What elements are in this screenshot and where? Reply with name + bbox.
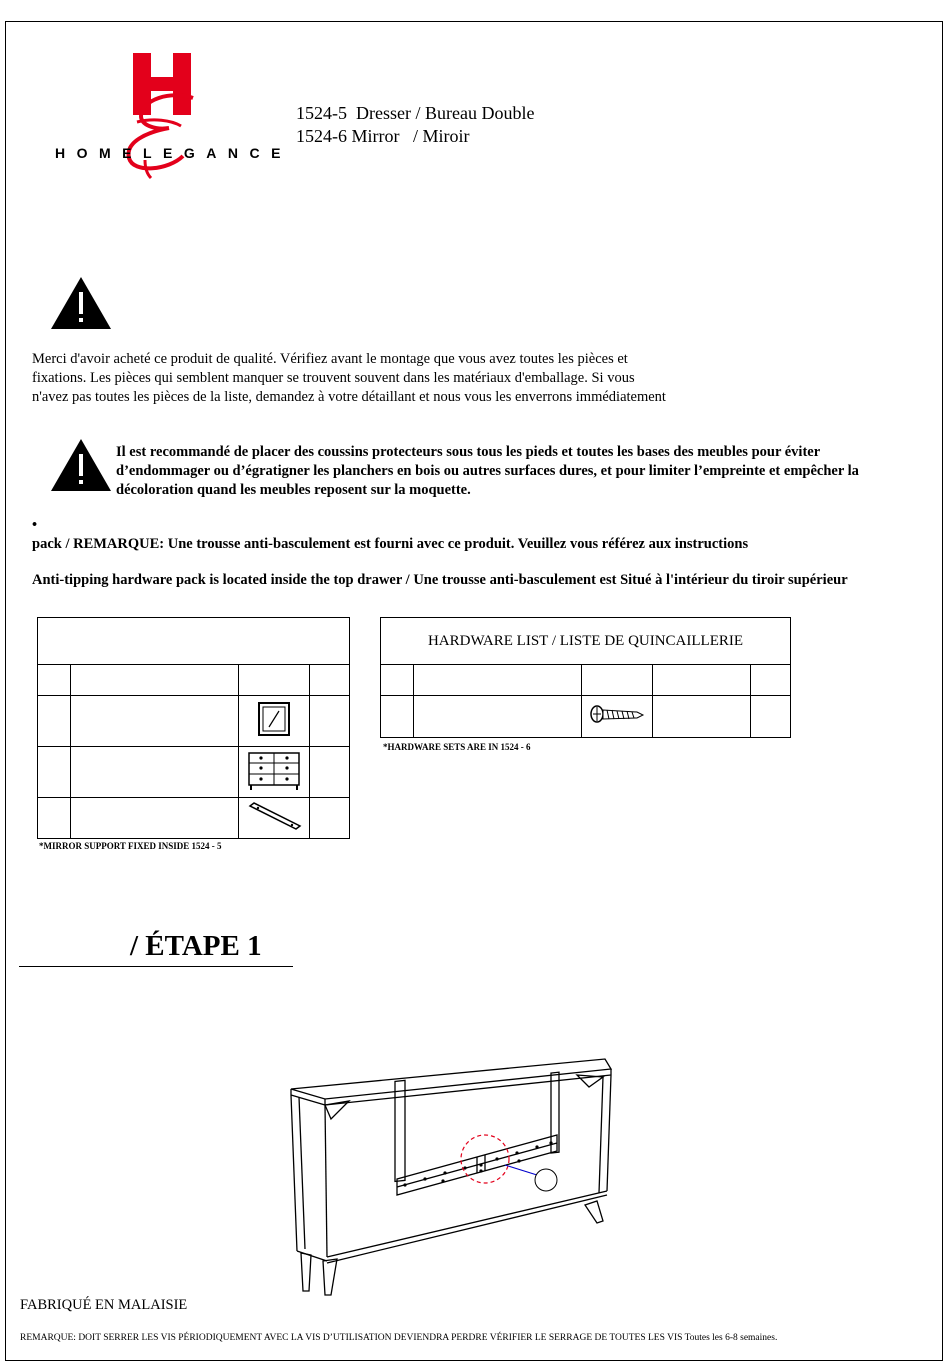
step-underline [19,966,293,967]
anti-tipping-remark: pack / REMARQUE: Une trousse anti-basculement est fourni avec ce produit. Veuillez vous référez aux instructions [32,536,749,552]
intro-paragraph: Merci d'avoir acheté ce produit de qualité. Vérifiez avant le montage que vous avez toutes les pièces et fixations. Les pièces qui semblent manquer se trouvent souvent dans les matériaux d'emballage. Si vous n'avez pas toutes les pièces de la liste, demandez à votre détaillant et nous vous les enverrons immédiatement [32,351,666,405]
screw-check-remark: REMARQUE: DOIT SERRER LES VIS PÉRIODIQUEMENT AVEC LA VIS D’UTILISATION DEVIENDRA PERDRE VÉRIFIER LE SERRAGE DE TOUTES LES VIS Toutes les 6-8 semaines. [20,1333,778,1343]
logo-he-mark-icon [115,48,210,183]
dresser-icon [247,749,301,791]
bullet: • [32,517,38,533]
hardware-table-title: HARDWARE LIST / LISTE DE QUINCAILLERIE [381,618,791,665]
screw-icon [589,703,645,725]
parts-table-title-cell [38,618,350,665]
warning-triangle-icon [50,438,112,492]
parts-table [37,617,350,839]
hardware-table-note: *HARDWARE SETS ARE IN 1524 - 6 [383,742,531,752]
product-title-dresser: 1524-5 Dresser / Bureau Double [296,103,535,123]
anti-tipping-location: Anti-tipping hardware pack is located inside the top drawer / Une trousse anti-basculement est Situé à l'intérieur du tiroir supérieur [32,572,848,588]
mirror-icon [257,701,291,737]
mirror-support-icon [246,800,302,832]
warning-triangle-icon [50,276,112,330]
logo-wordmark: HOMELEGANCE [55,145,292,161]
dresser-back-assembly-illustration [285,1055,615,1305]
product-title-mirror: 1524-6 Mirror / Miroir [296,126,470,146]
step-1-heading: / ÉTAPE 1 [130,930,262,962]
hardware-table [380,617,791,738]
parts-table-note: *MIRROR SUPPORT FIXED INSIDE 1524 - 5 [39,841,222,851]
floor-protection-warning: Il est recommandé de placer des coussins protecteurs sous tous les pieds et toutes les bases des meubles pour éviter d’endommager ou d’égratigner les planchers en bois ou autres surfaces dures, et pour limiter l’empreinte et empêcher la décoloration quand les meubles reposent sur la moquette. [116,444,859,498]
made-in-label: FABRIQUÉ EN MALAISIE [20,1297,188,1313]
callout-circle [535,1169,557,1191]
